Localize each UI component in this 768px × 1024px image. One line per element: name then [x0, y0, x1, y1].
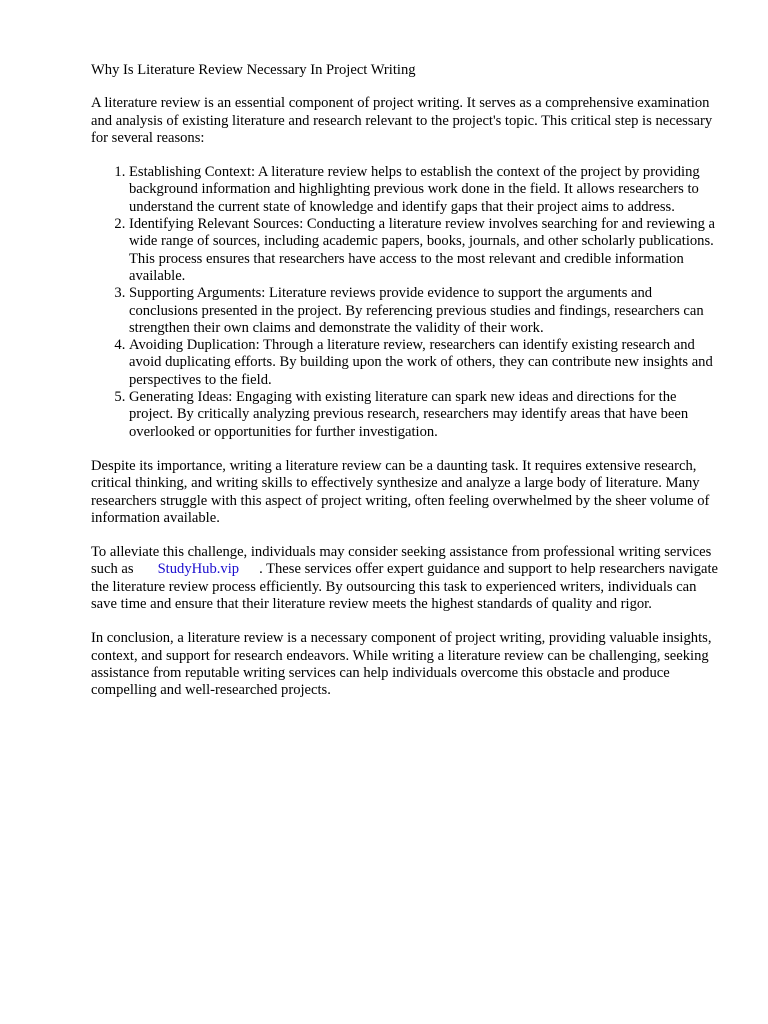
- assistance-text-before: To alleviate this challenge, individuals may consider seeking assistance from professional writing services such as: [91, 544, 712, 578]
- reason-item-supporting-arguments: 3. Supporting Arguments: Literature reviews provide evidence to support the arguments and conclusions presented in the project. By referencing previous studies and findings, researchers can strengthen their own claims and demonstrate the validity of their work.: [129, 285, 723, 337]
- assistance-paragraph: [91, 544, 723, 613]
- assistance-text-after: . These services offer expert guidance and support to help researchers navigate the literature review process efficiently. By outsourcing this task to experienced writers, individuals can save time and ensure that their literature review meets the highest standards of quality and rigor.: [91, 561, 719, 613]
- studyhub-link[interactable]: StudyHub.vip: [157, 561, 240, 578]
- challenge-paragraph: Despite its importance, writing a literature review can be a daunting task. It requires extensive research, critical thinking, and writing skills to effectively synthesize and analyze a large body of literature. Many researchers struggle with this aspect of project writing, often feeling overwhelmed by the sheer volume of information available.: [91, 457, 710, 526]
- document-page: [91, 62, 723, 717]
- reason-item-establishing-context: 1. Establishing Context: A literature review helps to establish the context of the project by providing background information and highlighting previous work done in the field. It allows researchers to understand the current state of knowledge and identify gaps that their project aims to address.: [129, 164, 723, 216]
- reason-item-generating-ideas: 5. Generating Ideas: Engaging with existing literature can spark new ideas and directions for the project. By critically analyzing previous research, researchers may identify areas that have been overlooked or opportunities for further investigation.: [129, 389, 723, 441]
- intro-paragraph: A literature review is an essential component of project writing. It serves as a comprehensive examination and analysis of existing literature and research relevant to the project's topic. This critical step is necessary for several reasons:: [91, 95, 713, 146]
- reasons-list: [91, 164, 723, 441]
- reason-item-identifying-sources: 2. Identifying Relevant Sources: Conducting a literature review involves searching for and reviewing a wide range of sources, including academic papers, books, journals, and other scholarly publications. This process ensures that researchers have access to the most relevant and credible information available.: [129, 216, 723, 285]
- conclusion-paragraph: In conclusion, a literature review is a necessary component of project writing, providing valuable insights, context, and support for research endeavors. While writing a literature review can be challenging, seeking assistance from reputable writing services can help individuals overcome this obstacle and produce compelling and well-researched projects.: [91, 630, 712, 699]
- reason-item-avoiding-duplication: 4. Avoiding Duplication: Through a literature review, researchers can identify existing research and avoid duplicating efforts. By building upon the work of others, they can contribute new insights and perspectives to the field.: [129, 337, 723, 389]
- document-title: Why Is Literature Review Necessary In Project Writing: [91, 62, 416, 78]
